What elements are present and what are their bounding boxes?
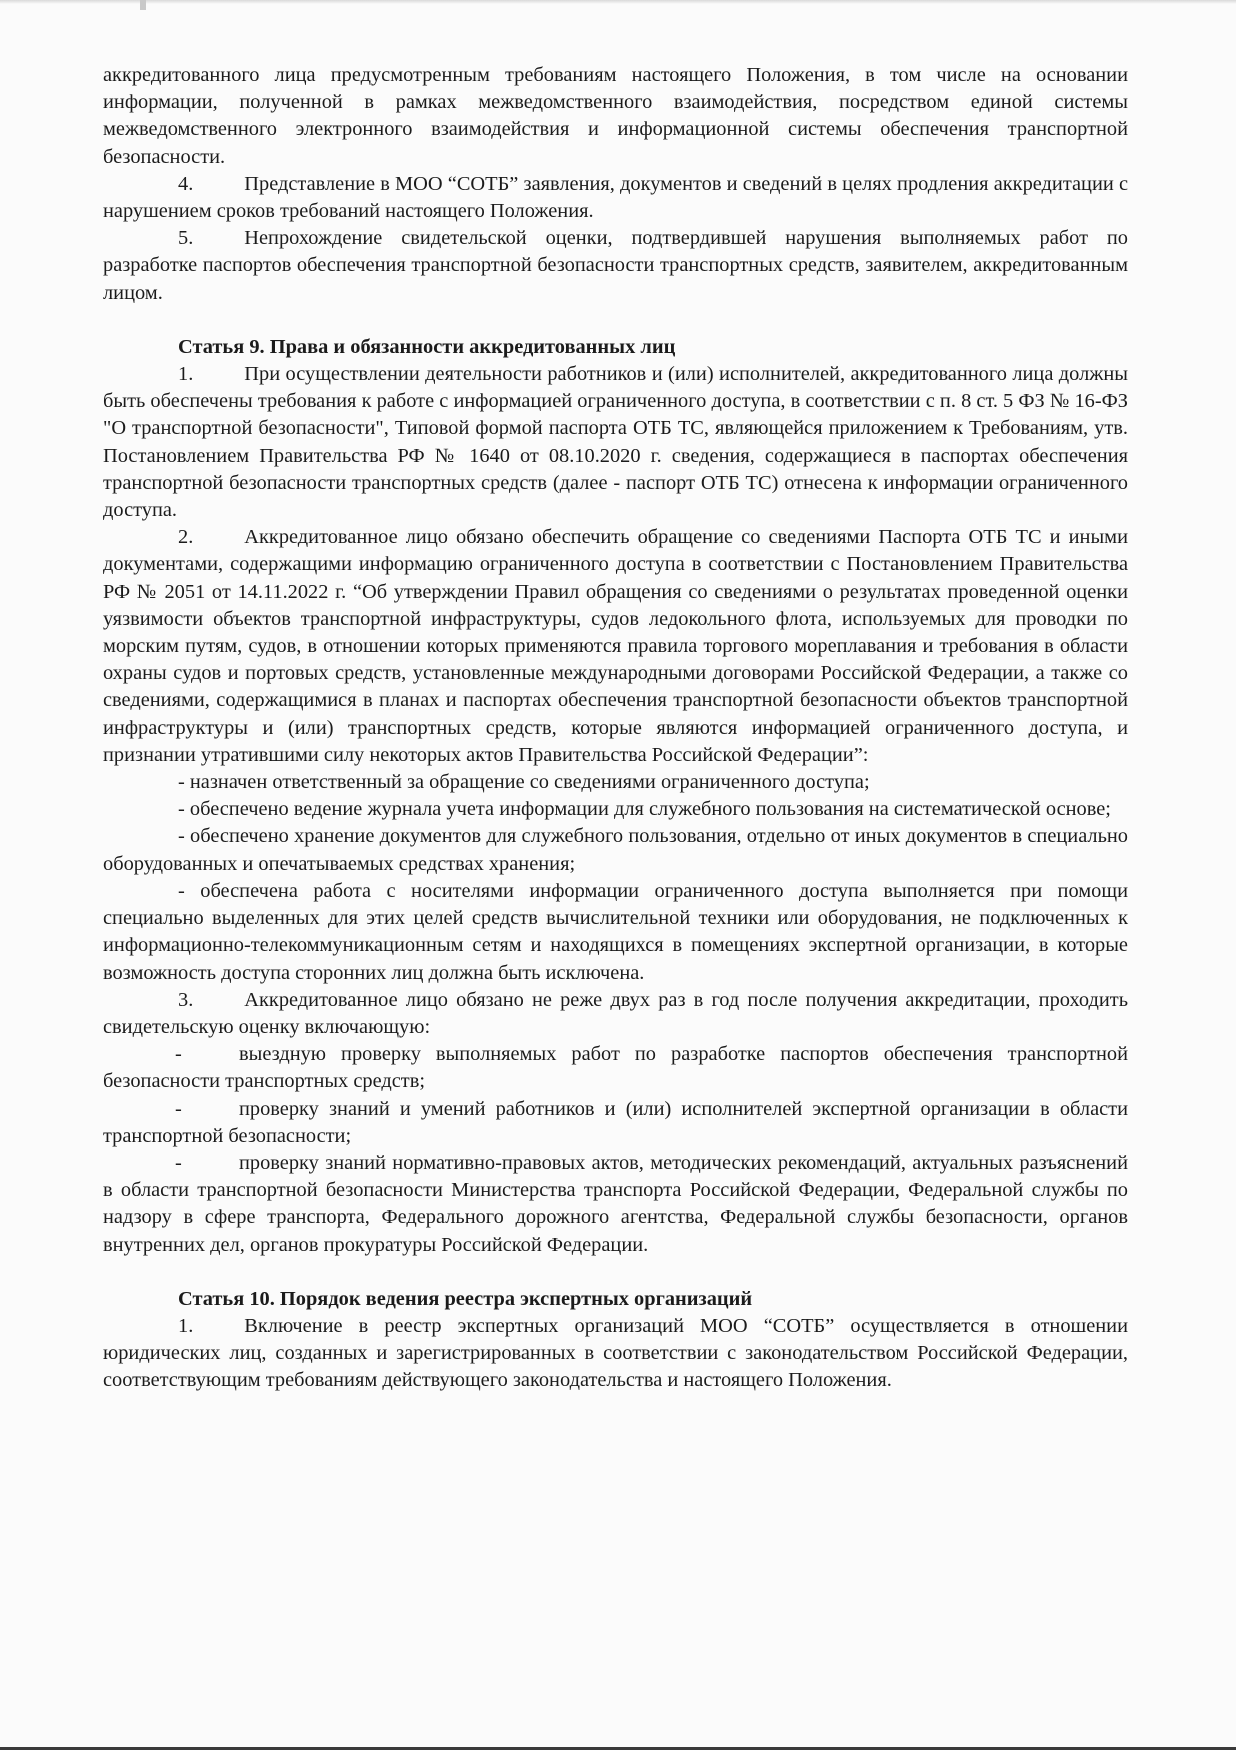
article-9-item-2 [103,524,1128,769]
item-text: Представление в МОО “СОТБ” заявления, документов и сведений в целях продления аккредитации с нарушением сроков требований настоящего Положения. [103,172,1128,223]
scan-artifact [140,0,146,10]
list-item [103,1096,1128,1150]
item-number: 1. [178,363,194,386]
article-10-item-1 [103,1313,1128,1395]
item-number: 4. [178,172,194,195]
dash-marker: - [175,1151,182,1174]
top-item-5 [103,225,1128,307]
top-item-4 [103,171,1128,225]
list-item: - обеспечено хранение документов для служебного пользования, отдельно от иных документов в специально оборудованных и опечатываемых средствах хранения; [103,825,1128,875]
item-text: Включение в реестр экспертных организаций МОО “СОТБ” осуществляется в отношении юридических лиц, созданных и зарегистрированных в соответствии с законодательством Российской Федерации, соответствующим требованиям действующего законодательства и настоящего Положения. [103,1314,1128,1392]
item-text: Аккредитованное лицо обязано обеспечить обращение со сведениями Паспорта ОТБ ТС и иными документами, содержащими информацию ограниченного доступа в соответствии с Постановлением Правительства РФ № 2051 от 14.11.2022 г. “Об утверждении Правил обращения со сведениями о результатах проведенной оценки уязвимости объектов транспортной инфраструктуры, судов ледокольного флота, используемых для проводки по морским путям, судов, в отношении которых применяются правила торгового мореплавания и требования в области охраны судов и портовых средств, установленные международными договорами Российской Федерации, а также со сведениями, содержащимися в планах и паспортах обеспечения транспортной безопасности объектов транспортной инфраструктуры и (или) транспортных средств, которые являются информацией ограниченного доступа, и признании утратившими силу некоторых актов Правительства Российской Федерации”: [103,526,1128,766]
list-item [103,1041,1128,1095]
list-item-text: выездную проверку выполняемых работ по разработке паспортов обеспечения транспортной безопасности транспортных средств; [103,1043,1128,1093]
item-text: Непрохождение свидетельской оценки, подтвердившей нарушения выполняемых работ по разработке паспортов обеспечения транспортной безопасности транспортных средств, заявителем, аккредитованным лицом. [103,227,1128,304]
item-number: 3. [178,988,194,1011]
item-number: 5. [178,227,194,250]
list-item-text: проверку знаний и умений работников и (или) исполнителей экспертной организации в области транспортной безопасности; [103,1097,1128,1147]
dash-marker: - [175,1097,182,1120]
article-9-item-3 [103,987,1128,1041]
item-number: 2. [178,526,194,549]
article-10-title: Статья 10. Порядок ведения реестра экспертных организаций [178,1287,753,1310]
item-text: При осуществлении деятельности работников и (или) исполнителей, аккредитованного лица должны быть обеспечены требования к работе с информацией ограниченного доступа, в соответствии с п. 8 ст. 5 ФЗ № 16-ФЗ "О транспортной безопасности", Типовой формой паспорта ОТБ ТС, являющейся приложением к Требованиям, утв. Постановлением Правительства РФ № 1640 от 08.10.2020 г. сведения, содержащиеся в паспортах обеспечения транспортной безопасности транспортных средств (далее - паспорт ОТБ ТС) отнесена к информации ограниченного доступа. [103,363,1128,522]
document-page [103,62,1128,1395]
article-9-title: Статья 9. Права и обязанности аккредитованных лиц [178,335,676,358]
list-item [103,1150,1128,1259]
list-item: - обеспечено ведение журнала учета информации для служебного пользования на систематической основе; [178,798,1111,821]
dash-marker: - [175,1043,182,1066]
scan-edge-top [0,0,1236,4]
item-number: 1. [178,1314,194,1337]
item-text: Аккредитованное лицо обязано не реже двух раз в год после получения аккредитации, проходить свидетельскую оценку включающую: [103,988,1128,1038]
continuation-paragraph: аккредитованного лица предусмотренным требованиям настоящего Положения, в том числе на основании информации, полученной в рамках межведомственного взаимодействия, посредством единой системы межведомственного электронного взаимодействия и информационной системы обеспечения транспортной безопасности. [103,64,1128,168]
article-9-item-1 [103,361,1128,524]
list-item-text: проверку знаний нормативно-правовых актов, методических рекомендаций, актуальных разъяснений в области транспортной безопасности Министерства транспорта Российской Федерации, Федеральной службы по надзору в сфере транспорта, Федерального дорожного агентства, Федеральной службы безопасности, органов внутренних дел, органов прокуратуры Российской Федерации. [103,1151,1128,1256]
list-item: - обеспечена работа с носителями информации ограниченного доступа выполняется при помощи специально выделенных для этих целей средств вычислительной техники или оборудования, не подключенных к информационно-телекоммуникационным сетям и находящихся в помещениях экспертной организации, в которые возможность доступа сторонних лиц должна быть исключена. [103,879,1128,984]
list-item: - назначен ответственный за обращение со сведениями ограниченного доступа; [178,771,870,794]
